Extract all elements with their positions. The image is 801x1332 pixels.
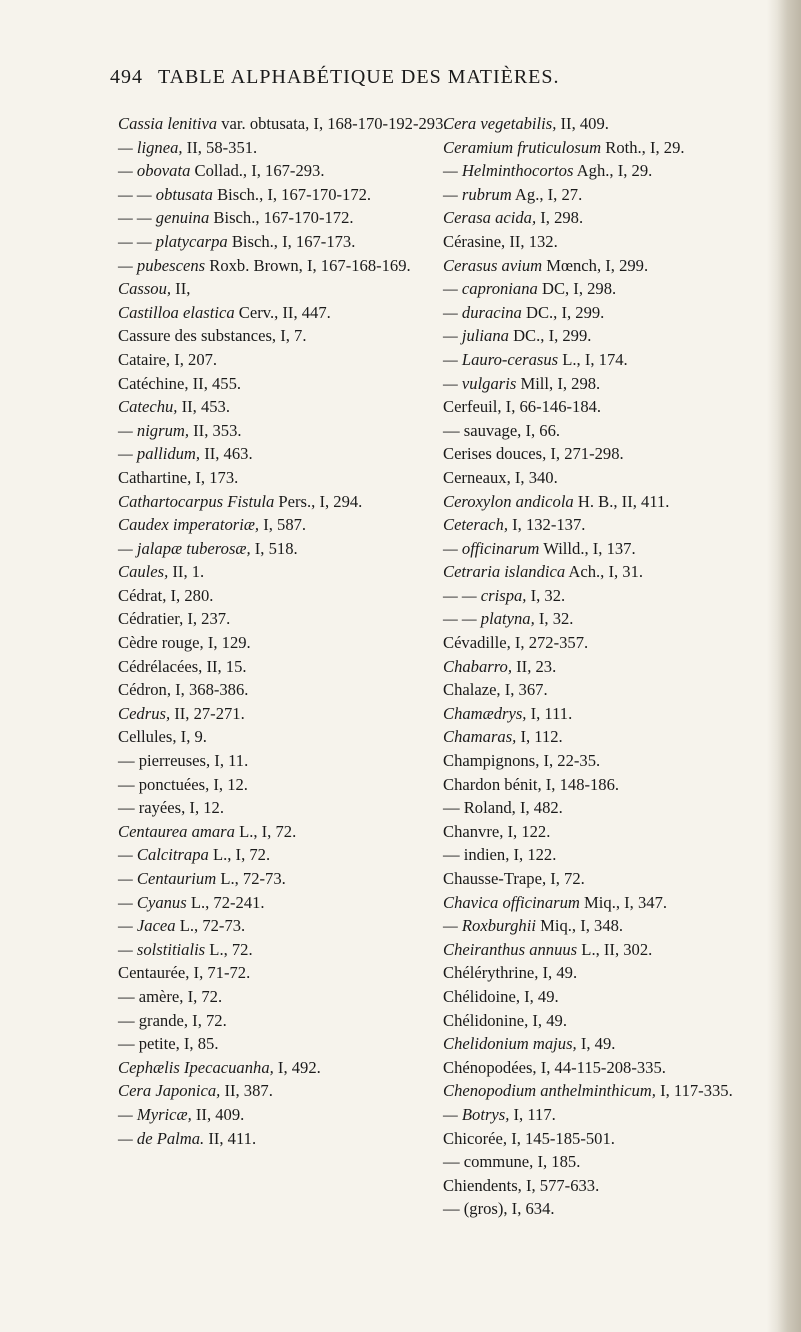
index-entry-reference: Chardon bénit, I, 148-186.	[443, 774, 620, 794]
index-entry-term: — — crispa,	[443, 585, 527, 605]
index-entry-reference: DC., I, 299.	[508, 326, 592, 346]
index-entry-term: Cerasus avium	[443, 255, 543, 275]
index-entry	[443, 324, 765, 348]
index-entry-reference: I, 111.	[526, 703, 573, 723]
index-entry-reference: I, 117-335.	[655, 1081, 733, 1101]
index-entry-term: — duracina	[443, 302, 522, 322]
index-entry-term: Cera vegetabilis,	[443, 114, 557, 133]
index-entry-term: — de Palma.	[118, 1128, 205, 1148]
index-entry-reference: Chanvre, I, 122.	[443, 821, 551, 841]
index-entry-reference: Cèdre rouge, I, 129.	[118, 633, 251, 653]
index-entry-term: — pubescens	[118, 255, 206, 275]
index-entry-reference: L., 72-73.	[175, 916, 246, 936]
index-entry	[443, 301, 765, 325]
index-entry	[443, 1174, 765, 1198]
index-entry-reference: Cassure des substances, I, 7.	[118, 326, 307, 346]
index-entry-reference: Cédrat, I, 280.	[118, 585, 214, 605]
index-entry-reference: — amère, I, 72.	[118, 986, 223, 1006]
index-entry-reference: Chélérythrine, I, 49.	[443, 963, 578, 983]
index-entry-reference: Chiendents, I, 577-633.	[443, 1175, 600, 1195]
index-entry	[443, 513, 765, 537]
index-entry-reference: I, 49.	[576, 1034, 616, 1054]
index-entry	[443, 159, 765, 183]
index-entry-reference: Agh., I, 29.	[573, 161, 653, 181]
index-entry-reference: — petite, I, 85.	[118, 1034, 219, 1054]
index-entry-reference: I, 32.	[534, 609, 574, 629]
index-entry-term: — Calcitrapa	[118, 845, 209, 865]
index-entry-reference: II, 1.	[168, 562, 205, 582]
index-entry-reference: — indien, I, 122.	[443, 845, 557, 865]
index-entry-term: Cedrus,	[118, 703, 171, 723]
index-entry-term: Chavica officinarum	[443, 892, 580, 912]
index-entry-reference: I, 132-137.	[507, 515, 586, 535]
index-entry-term: Chamædrys,	[443, 703, 527, 723]
index-entry-term: Ceramium fruticulosum	[443, 137, 602, 157]
index-entry-term: Ceterach,	[443, 515, 508, 535]
page-header	[110, 66, 670, 96]
index-entry-term: Cassou,	[118, 279, 172, 299]
index-entry	[443, 961, 765, 985]
index-entry-reference: I, 587.	[259, 515, 307, 535]
index-entry	[443, 1127, 765, 1151]
index-entry-term: Cetraria islandica	[443, 562, 566, 582]
index-entry-reference: I, 117.	[509, 1104, 556, 1124]
index-entry-term: Cephælis Ipecacuanha,	[118, 1057, 274, 1077]
index-entry-reference: Collad., I, 167-293.	[190, 161, 325, 181]
index-entry-reference: Pers., I, 294.	[274, 491, 363, 511]
index-entry-term: Caudex imperatoriæ,	[118, 515, 260, 535]
index-entry-reference: Roxb. Brown, I, 167-168-169.	[205, 255, 411, 275]
index-entry-reference: Chicorée, I, 145-185-501.	[443, 1128, 615, 1148]
index-entry-term: — lignea,	[118, 137, 183, 157]
index-entry-reference: Cédrélacées, II, 15.	[118, 656, 247, 676]
page-binding-shadow	[767, 0, 801, 1332]
index-entry-term: — Myricæ,	[118, 1104, 192, 1124]
index-entry-reference: II, 27-271.	[170, 703, 245, 723]
index-entry	[443, 560, 765, 584]
index-entry	[443, 678, 765, 702]
index-entry-term: — pallidum,	[118, 444, 201, 464]
index-entry-reference: Chénopodées, I, 44-115-208-335.	[443, 1057, 666, 1077]
index-entry-reference: — grande, I, 72.	[118, 1010, 227, 1030]
index-entry-reference: Cataire, I, 207.	[118, 349, 218, 369]
index-entry-reference: Cerv., II, 447.	[234, 302, 331, 322]
index-entry-term: — — obtusata	[118, 184, 213, 204]
page-number: 494	[110, 66, 143, 88]
index-entry-reference: Ach., I, 31.	[565, 562, 644, 582]
index-entry-reference: Cerneaux, I, 340.	[443, 467, 558, 487]
index-entry-reference: II,	[171, 279, 191, 299]
index-entry-reference: — Roland, I, 482.	[443, 798, 563, 818]
index-entry-reference: I, 298.	[536, 208, 584, 228]
index-entry	[443, 725, 765, 749]
index-entry-reference: var. obtusata, I, 168-170-192-293.	[217, 114, 448, 133]
index-entry-reference: Mill, I, 298.	[516, 373, 601, 393]
index-entry-reference: I, 492.	[273, 1057, 321, 1077]
index-entry-term: Ceroxylon andicola	[443, 491, 574, 511]
index-entry	[443, 395, 765, 419]
index-entry	[443, 796, 765, 820]
index-entry-term: Cathartocarpus Fistula	[118, 491, 275, 511]
index-entry-reference: Cédratier, I, 237.	[118, 609, 231, 629]
index-entry-reference: — sauvage, I, 66.	[443, 420, 561, 440]
index-entry-reference: DC, I, 298.	[537, 279, 617, 299]
index-entry	[443, 584, 765, 608]
index-entry-term: Chelidonium majus,	[443, 1034, 577, 1054]
index-entry	[443, 1009, 765, 1033]
index-entry-term: — — genuina	[118, 208, 210, 228]
index-entry	[443, 466, 765, 490]
index-entry	[443, 631, 765, 655]
index-entry-term: — obovata	[118, 161, 191, 181]
index-entry-term: Castilloa elastica	[118, 302, 235, 322]
index-entry-reference: H. B., II, 411.	[573, 491, 670, 511]
index-entry	[443, 442, 765, 466]
index-entry-reference: Champignons, I, 22-35.	[443, 751, 601, 771]
index-entry-reference: Willd., I, 137.	[539, 538, 636, 558]
index-entry-reference: II, 23.	[512, 656, 557, 676]
index-entry-reference: I, 112.	[516, 727, 563, 747]
index-entry-reference: II, 387.	[220, 1081, 273, 1101]
index-entry	[443, 938, 765, 962]
index-entry-reference: Mœnch, I, 299.	[542, 255, 649, 275]
index-entry-reference: I, 32.	[526, 585, 566, 605]
index-entry-reference: I, 518.	[250, 538, 298, 558]
index-entry	[443, 230, 765, 254]
index-entry	[443, 183, 765, 207]
index-entry-reference: L., 72-241.	[186, 892, 265, 912]
index-entry-term: — jalapæ tuberosæ,	[118, 538, 251, 558]
index-entry	[443, 372, 765, 396]
index-entry-reference: — pierreuses, I, 11.	[118, 751, 249, 771]
index-entry	[443, 419, 765, 443]
index-entry-term: — Roxburghii	[443, 916, 536, 936]
index-entry	[443, 348, 765, 372]
index-entry-term: — Cyanus	[118, 892, 187, 912]
index-entry-reference: L., I, 174.	[558, 349, 628, 369]
index-entry-reference: Chalaze, I, 367.	[443, 680, 548, 700]
index-entry-term: — juliana	[443, 326, 509, 346]
index-entry-reference: Centaurée, I, 71-72.	[118, 963, 251, 983]
index-entry	[443, 820, 765, 844]
index-entry-term: — caproniana	[443, 279, 538, 299]
index-entry-term: — nigrum,	[118, 420, 189, 440]
index-entry	[443, 985, 765, 1009]
index-entry-term: — — platycarpa	[118, 231, 228, 251]
index-entry-term: Chamaras,	[443, 727, 517, 747]
index-entry	[443, 112, 765, 136]
index-entry-reference: II, 453.	[177, 397, 230, 417]
index-entry-reference: L., II, 302.	[577, 939, 653, 959]
index-entry-reference: II, 353.	[189, 420, 242, 440]
index-entry-term: Cera Japonica,	[118, 1081, 221, 1101]
index-entry-reference: L., 72.	[205, 939, 253, 959]
index-entry	[443, 843, 765, 867]
index-entry	[443, 749, 765, 773]
index-entry-term: Chenopodium anthelminthicum,	[443, 1081, 656, 1101]
index-entry	[443, 206, 765, 230]
index-column-right	[443, 112, 765, 1221]
index-entry-term: — Botrys,	[443, 1104, 510, 1124]
index-entry-reference: — (gros), I, 634.	[443, 1199, 555, 1219]
index-entry-reference: Catéchine, II, 455.	[118, 373, 242, 393]
index-entry	[443, 1103, 765, 1127]
index-entry-term: Catechu,	[118, 397, 178, 417]
index-entry	[443, 537, 765, 561]
index-entry-reference: Ag., I, 27.	[511, 184, 583, 204]
index-entry-term: Cheiranthus annuus	[443, 939, 578, 959]
index-entry-reference: Cérasine, II, 132.	[443, 231, 558, 251]
index-entry-reference: Bisch., I, 167-173.	[227, 231, 356, 251]
index-entry-term: Cerasa acida,	[443, 208, 537, 228]
index-entry-reference: — commune, I, 185.	[443, 1152, 581, 1172]
index-entry	[443, 607, 765, 631]
index-entry-reference: II, 58-351.	[182, 137, 258, 157]
index-entry	[443, 891, 765, 915]
index-entry-reference: L., I, 72.	[208, 845, 271, 865]
index-entry-reference: DC., I, 299.	[521, 302, 605, 322]
index-entry-term: Caules,	[118, 562, 169, 582]
index-entry-reference: Cellules, I, 9.	[118, 727, 207, 747]
index-entry-term: — rubrum	[443, 184, 512, 204]
index-entry-reference: Roth., I, 29.	[601, 137, 685, 157]
index-entry-term: — solstitialis	[118, 939, 206, 959]
index-entry-reference: II, 409.	[191, 1104, 245, 1124]
index-entry	[443, 702, 765, 726]
index-entry	[443, 1032, 765, 1056]
index-entry-reference: Cédron, I, 368-386.	[118, 680, 249, 700]
index-entry-reference: II, 409.	[556, 114, 609, 133]
index-entry-reference: Bisch., I, 167-170-172.	[212, 184, 372, 204]
index-entry	[443, 1056, 765, 1080]
index-entry-term: — officinarum	[443, 538, 540, 558]
index-entry-reference: II, 411.	[204, 1128, 257, 1148]
index-entry-reference: Miq., I, 347.	[579, 892, 668, 912]
index-entry-reference: Cathartine, I, 173.	[118, 467, 239, 487]
index-entry-reference: Chélidoine, I, 49.	[443, 986, 559, 1006]
index-entry-reference: L., I, 72.	[234, 821, 297, 841]
index-entry	[443, 773, 765, 797]
index-entry-term: — Helminthocortos	[443, 161, 574, 181]
index-entry-reference: L., 72-73.	[216, 869, 286, 888]
index-entry-reference: Chélidonine, I, 49.	[443, 1010, 567, 1030]
index-entry-term: — Centaurium	[118, 869, 217, 888]
index-entry-reference: Chausse-Trape, I, 72.	[443, 869, 585, 888]
index-entry-reference: Bisch., 167-170-172.	[209, 208, 354, 228]
index-entry	[443, 867, 765, 891]
index-entry-reference: Cerises douces, I, 271-298.	[443, 444, 624, 464]
index-entry	[443, 136, 765, 160]
index-entry-reference: — rayées, I, 12.	[118, 798, 224, 818]
index-entry-term: Chabarro,	[443, 656, 512, 676]
index-entry	[443, 1079, 765, 1103]
index-entry	[443, 655, 765, 679]
index-entry-term: Centaurea amara	[118, 821, 235, 841]
index-entry	[443, 914, 765, 938]
index-entry	[443, 1150, 765, 1174]
index-entry-reference: — ponctuées, I, 12.	[118, 774, 248, 794]
index-entry-term: — Jacea	[118, 916, 176, 936]
index-entry-reference: Cévadille, I, 272-357.	[443, 633, 589, 653]
index-entry-term: — vulgaris	[443, 373, 517, 393]
index-entry-term: — — platyna,	[443, 609, 535, 629]
index-entry-reference: II, 463.	[200, 444, 253, 464]
index-entry	[443, 277, 765, 301]
index-entry	[443, 1197, 765, 1221]
index-entry-reference: Cerfeuil, I, 66-146-184.	[443, 397, 602, 417]
index-entry	[443, 490, 765, 514]
running-title: TABLE ALPHABÉTIQUE DES MATIÈRES.	[158, 66, 560, 88]
index-entry	[443, 254, 765, 278]
index-entry-term: Cassia lenitiva	[118, 114, 218, 133]
index-entry-term: — Lauro-cerasus	[443, 349, 559, 369]
index-entry-reference: Miq., I, 348.	[535, 916, 624, 936]
